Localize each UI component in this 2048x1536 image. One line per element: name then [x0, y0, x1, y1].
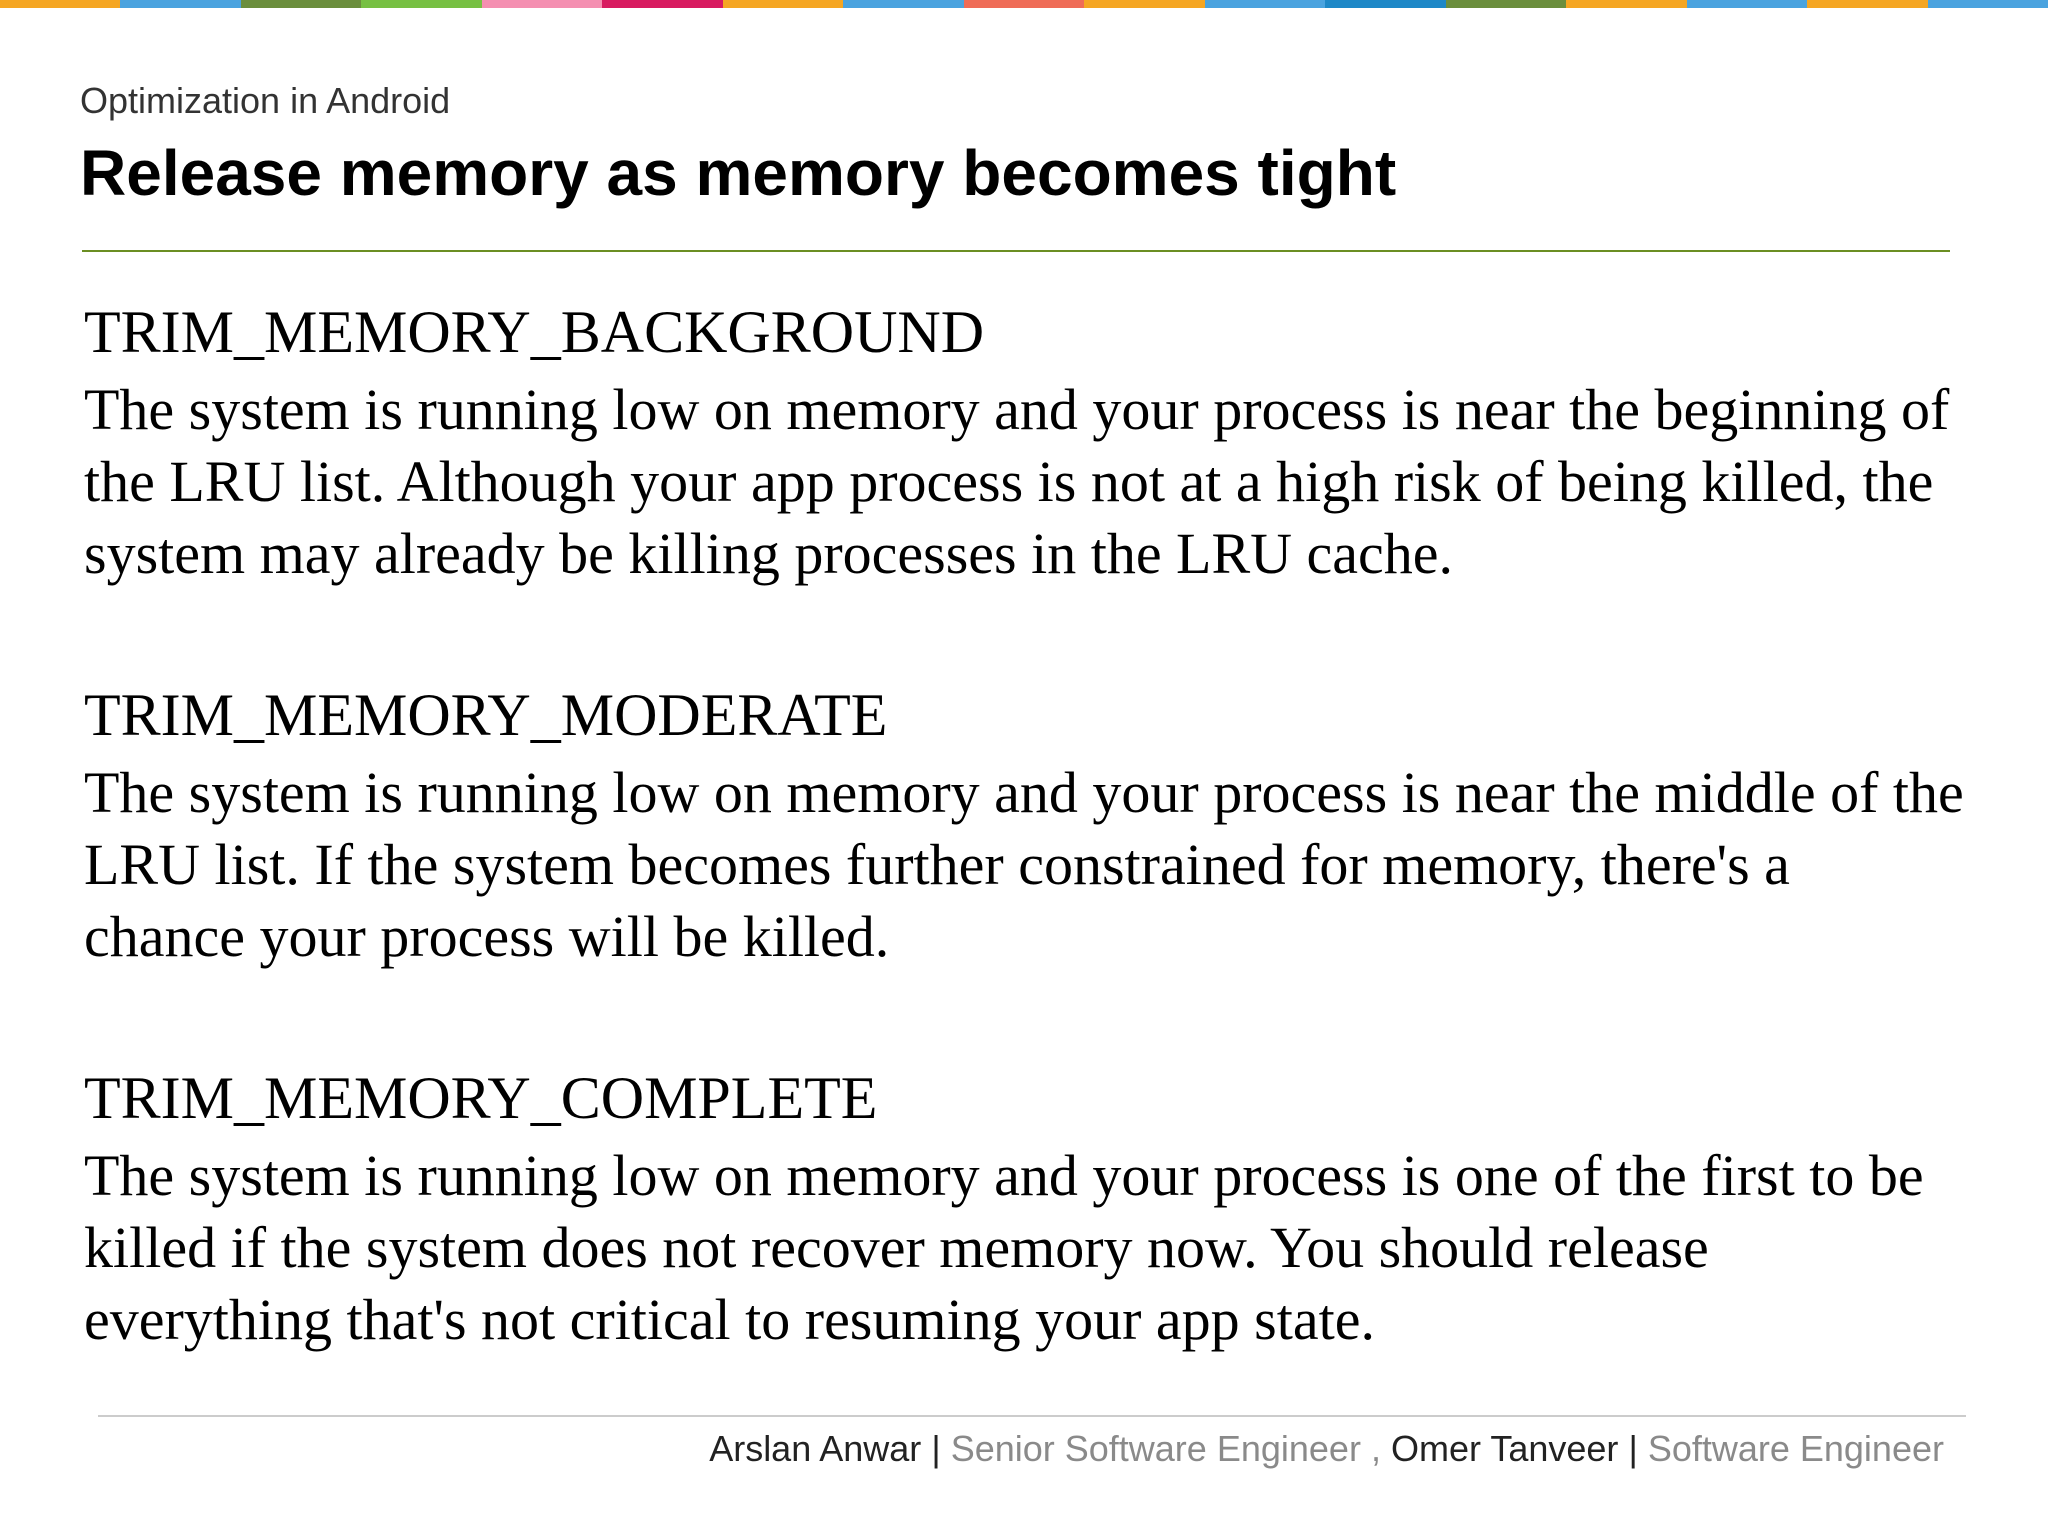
slide-title: Release memory as memory becomes tight	[80, 137, 1397, 209]
stripe-segment	[1446, 0, 1566, 8]
author-name: Arslan Anwar	[709, 1428, 922, 1469]
stripe-segment	[241, 0, 361, 8]
author-role: Senior Software Engineer	[950, 1428, 1361, 1469]
entry-description: The system is running low on memory and your process is one of the first to be killed if the system does not recover memory now. You should release everything that's not critical to resuming your app state.	[84, 1143, 1924, 1352]
stripe-segment	[723, 0, 843, 8]
stripe-segment	[482, 0, 602, 8]
stripe-segment	[1566, 0, 1686, 8]
stripe-segment	[1928, 0, 2048, 8]
footer-credits	[709, 1428, 1944, 1470]
footer-divider-glyph: |	[931, 1428, 941, 1469]
author-name: Omer Tanveer	[1390, 1428, 1619, 1469]
stripe-segment	[361, 0, 481, 8]
stripe-segment	[843, 0, 963, 8]
top-color-stripe	[0, 0, 2048, 8]
stripe-segment	[120, 0, 240, 8]
footer-divider	[98, 1415, 1966, 1417]
stripe-segment	[1205, 0, 1325, 8]
stripe-segment	[0, 0, 120, 8]
entry-trim-memory-moderate	[84, 673, 1964, 973]
author-separator: ,	[1370, 1428, 1381, 1469]
entry-name: TRIM_MEMORY_MODERATE	[84, 682, 888, 748]
entry-description: The system is running low on memory and your process is near the middle of the LRU list. If the system becomes further constrained for memory, there's a chance your process will be killed.	[84, 760, 1964, 969]
stripe-segment	[1807, 0, 1927, 8]
entry-trim-memory-complete	[84, 1056, 1964, 1356]
stripe-segment	[964, 0, 1084, 8]
slide-content	[84, 290, 1964, 1439]
stripe-segment	[602, 0, 722, 8]
stripe-segment	[1687, 0, 1807, 8]
entry-name: TRIM_MEMORY_COMPLETE	[84, 1065, 878, 1131]
title-divider	[82, 250, 1950, 252]
section-label: Optimization in Android	[80, 80, 451, 121]
entry-description: The system is running low on memory and your process is near the beginning of the LRU list. Although your app process is not at a high risk of being killed, the system may already be killing processes in the LRU cache.	[84, 377, 1950, 586]
stripe-segment	[1084, 0, 1204, 8]
entry-name: TRIM_MEMORY_BACKGROUND	[84, 299, 985, 365]
entry-trim-memory-background	[84, 290, 1964, 590]
author-role: Software Engineer	[1647, 1428, 1944, 1469]
stripe-segment	[1325, 0, 1445, 8]
footer-divider-glyph: |	[1628, 1428, 1638, 1469]
